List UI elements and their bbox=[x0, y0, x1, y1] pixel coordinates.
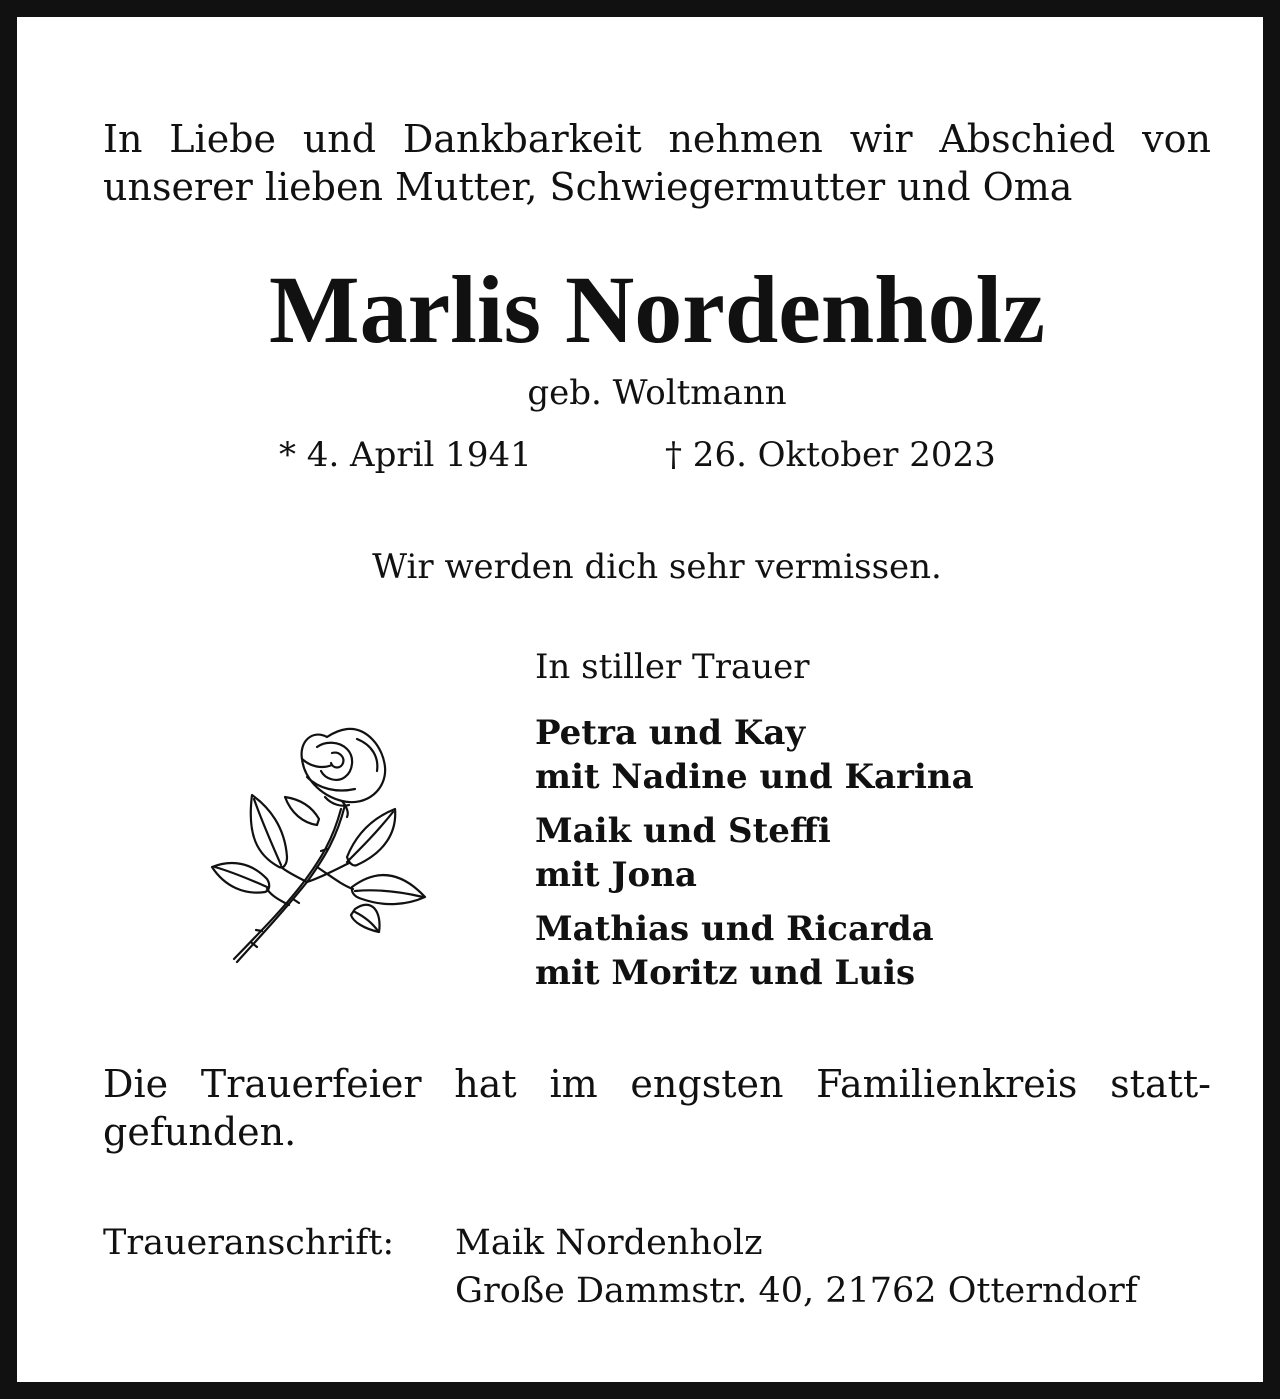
death-date: † 26. Oktober 2023 bbox=[665, 435, 996, 475]
address-street: Große Dammstr. 40, 21762 Otterndorf bbox=[455, 1271, 1138, 1311]
mourners-list bbox=[535, 711, 974, 1005]
rose-icon bbox=[207, 717, 437, 967]
intro-line-2: unserer lieben Mutter, Schwiegermutter und Oma bbox=[103, 165, 1073, 209]
family-entry bbox=[535, 711, 974, 799]
intro-line-1: In Liebe und Dankbarkeit nehmen wir Abschied von bbox=[103, 117, 1211, 161]
family-entry bbox=[535, 809, 974, 897]
address-name: Maik Nordenholz bbox=[455, 1223, 763, 1263]
family-names: Maik und Steffi bbox=[535, 811, 831, 851]
family-children: mit Jona bbox=[535, 855, 697, 895]
family-entry bbox=[535, 907, 974, 995]
family-names: Mathias und Ricarda bbox=[535, 909, 934, 949]
deceased-name: Marlis Nordenholz bbox=[269, 256, 1045, 363]
birth-date: * 4. April 1941 bbox=[279, 435, 532, 475]
intro-text bbox=[103, 115, 1211, 211]
mourning-label: In stiller Trauer bbox=[535, 647, 810, 687]
ceremony-line-1: Die Trauerfeier hat im engsten Familienkreis statt- bbox=[103, 1062, 1211, 1106]
ceremony-notice bbox=[103, 1060, 1211, 1156]
motto: Wir werden dich sehr vermissen. bbox=[372, 547, 942, 587]
family-children: mit Nadine und Karina bbox=[535, 757, 974, 797]
family-names: Petra und Kay bbox=[535, 713, 806, 753]
maiden-name: geb. Woltmann bbox=[527, 373, 787, 413]
address-label: Traueranschrift: bbox=[103, 1223, 395, 1263]
ceremony-line-2: gefunden. bbox=[103, 1110, 297, 1154]
family-children: mit Moritz und Luis bbox=[535, 953, 916, 993]
